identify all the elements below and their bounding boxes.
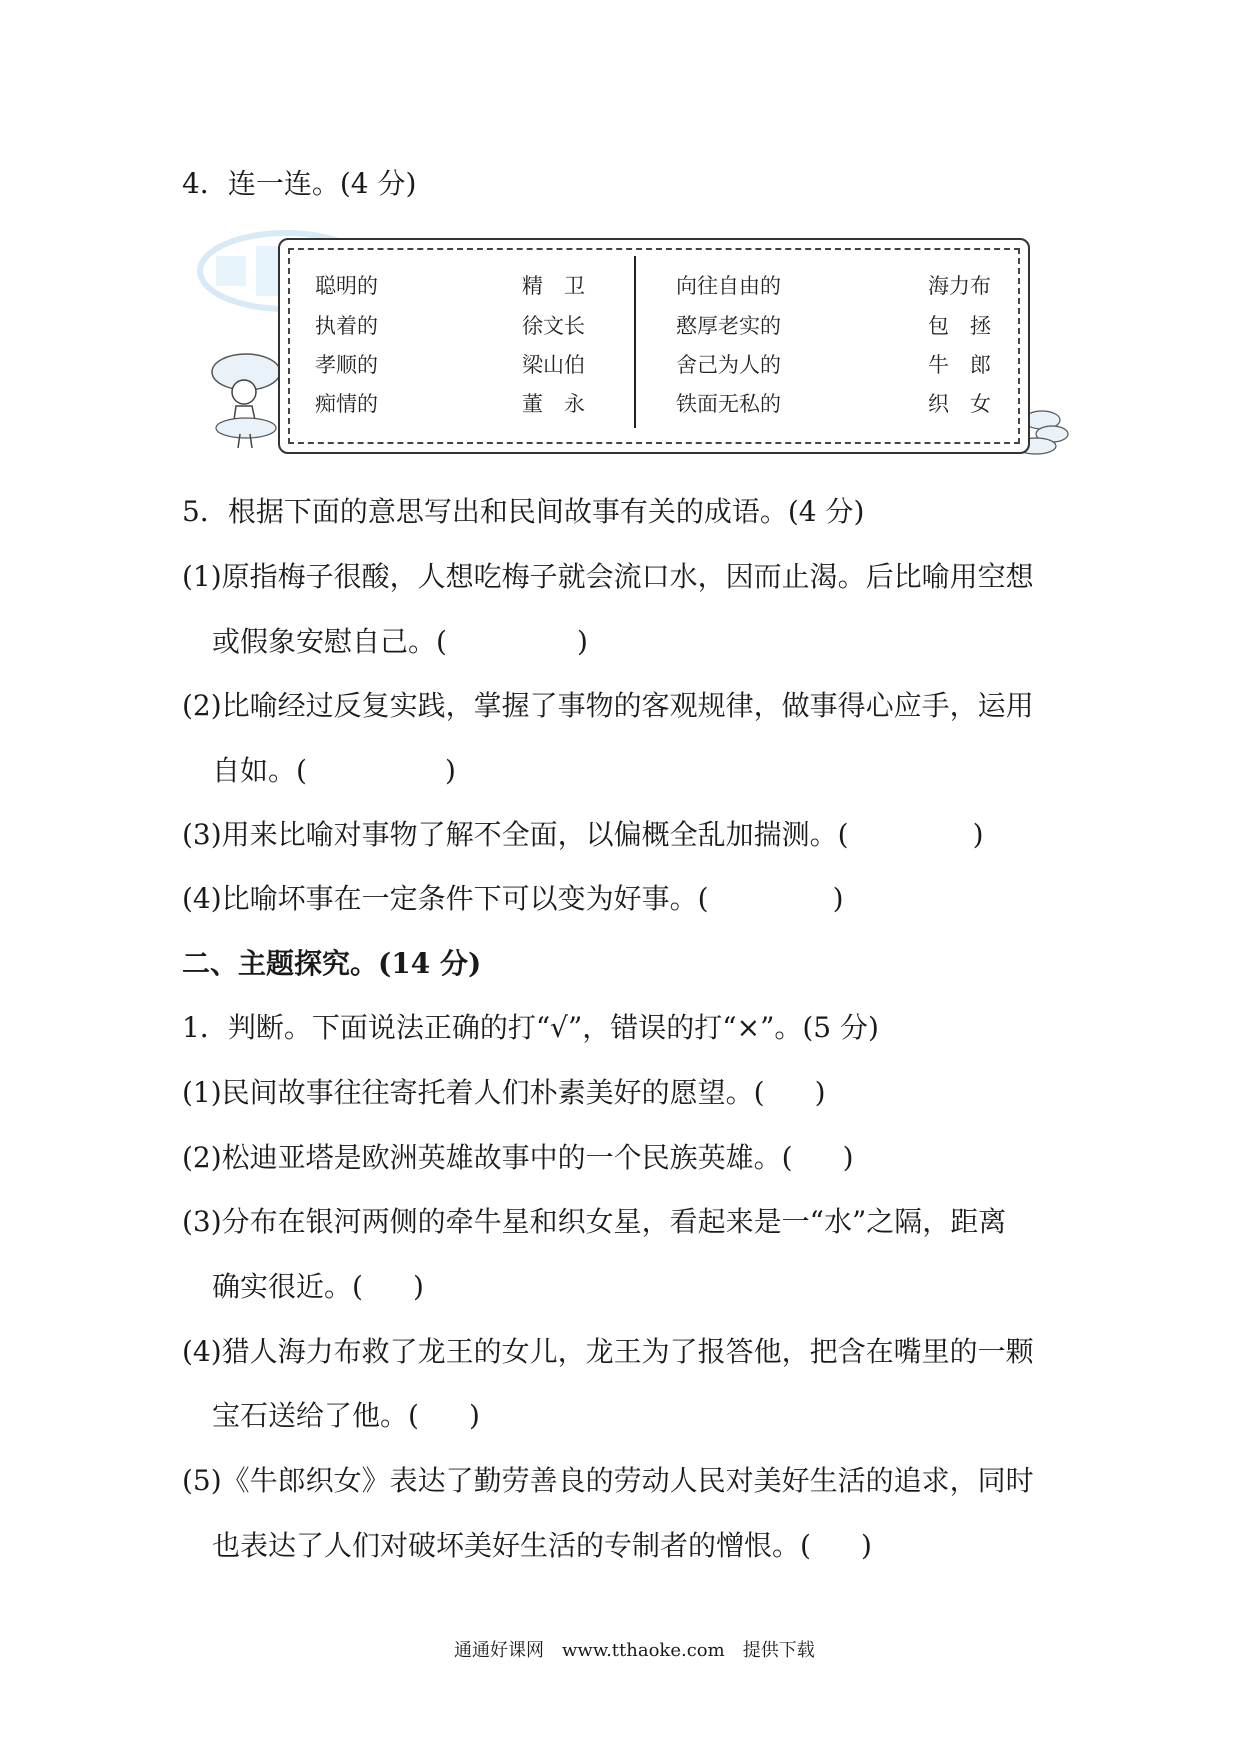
judge-item-4-line2: 宝石送给了他。( ) bbox=[212, 1399, 480, 1432]
right-adjective[interactable]: 舍己为人的 bbox=[676, 353, 781, 377]
left-name[interactable]: 梁山伯 bbox=[522, 353, 585, 377]
judge-item-5-line1: (5)《牛郎织女》表达了勤劳善良的劳动人民对美好生活的追求，同时 bbox=[182, 1464, 1034, 1497]
judge-item-3-line1: (3)分布在银河两侧的牵牛星和织女星，看起来是一“水”之隔，距离 bbox=[182, 1205, 1007, 1238]
footer-credit: 通通好课网 www.tthaoke.com 提供下载 bbox=[454, 1640, 815, 1661]
left-adjective[interactable]: 聪明的 bbox=[315, 274, 378, 298]
q5-item-4: (4)比喻坏事在一定条件下可以变为好事。( ) bbox=[182, 882, 844, 915]
q5-title: 5．根据下面的意思写出和民间故事有关的成语。(4 分) bbox=[182, 495, 865, 528]
matching-divider bbox=[634, 256, 636, 428]
judge-item-3-line2: 确实很近。( ) bbox=[212, 1270, 424, 1303]
right-name[interactable]: 织 女 bbox=[928, 392, 991, 416]
left-name[interactable]: 董 永 bbox=[522, 392, 585, 416]
q4-title: 4．连一连。(4 分) bbox=[182, 167, 417, 200]
right-adjective[interactable]: 憨厚老实的 bbox=[676, 314, 781, 338]
q5-item-2-line2: 自如。( ) bbox=[212, 754, 456, 787]
right-name[interactable]: 牛 郎 bbox=[928, 353, 991, 377]
q5-item-3: (3)用来比喻对事物了解不全面，以偏概全乱加揣测。( ) bbox=[182, 818, 984, 851]
judge-item-1: (1)民间故事往往寄托着人们朴素美好的愿望。( ) bbox=[182, 1076, 826, 1109]
matching-box bbox=[278, 238, 1030, 454]
right-name[interactable]: 海力布 bbox=[928, 274, 991, 298]
q5-item-1-line1: (1)原指梅子很酸，人想吃梅子就会流口水，因而止渴。后比喻用空想 bbox=[182, 560, 1034, 593]
judge-item-2: (2)松迪亚塔是欧洲英雄故事中的一个民族英雄。( ) bbox=[182, 1141, 854, 1174]
section2-title: 二、主题探究。(14 分) bbox=[182, 947, 482, 980]
right-adjective[interactable]: 铁面无私的 bbox=[676, 392, 781, 416]
left-name[interactable]: 徐文长 bbox=[522, 314, 585, 338]
judge-item-4-line1: (4)猎人海力布救了龙王的女儿，龙王为了报答他，把含在嘴里的一颗 bbox=[182, 1335, 1034, 1368]
left-adjective[interactable]: 孝顺的 bbox=[315, 353, 378, 377]
left-adjective[interactable]: 痴情的 bbox=[315, 392, 378, 416]
q5-item-1-line2: 或假象安慰自己。( ) bbox=[212, 625, 588, 658]
judge-item-5-line2: 也表达了人们对破坏美好生活的专制者的憎恨。( ) bbox=[212, 1529, 872, 1562]
right-name[interactable]: 包 拯 bbox=[928, 314, 991, 338]
matching-box-dashed-border bbox=[288, 248, 1020, 444]
section2-q1-title: 1．判断。下面说法正确的打“√”，错误的打“×”。(5 分) bbox=[182, 1011, 879, 1044]
left-name[interactable]: 精 卫 bbox=[522, 274, 585, 298]
q5-item-2-line1: (2)比喻经过反复实践，掌握了事物的客观规律，做事得心应手，运用 bbox=[182, 689, 1034, 722]
girl-illustration-icon bbox=[206, 350, 286, 450]
left-adjective[interactable]: 执着的 bbox=[315, 314, 378, 338]
right-adjective[interactable]: 向往自由的 bbox=[676, 274, 781, 298]
